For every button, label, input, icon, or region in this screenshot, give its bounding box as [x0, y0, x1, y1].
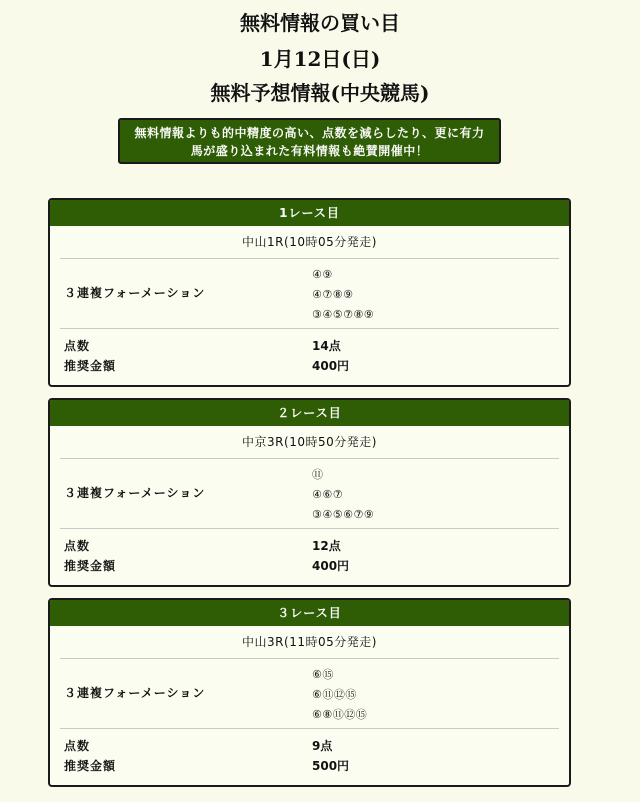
formation-leg-1: ④⑨ — [312, 268, 333, 281]
amount-value: 400円 — [312, 359, 350, 373]
points-value: 12点 — [312, 539, 341, 553]
race-card-header: ３レース目 — [50, 600, 569, 626]
amount-label: 推奨金額 — [64, 359, 117, 373]
formation-leg-3: ③④⑤⑦⑧⑨ — [312, 308, 375, 321]
page-date: 1月12日(日) — [259, 47, 381, 71]
formation-leg-3: ⑥⑧⑪⑫⑮ — [312, 708, 368, 721]
formation-leg-3: ③④⑤⑥⑦⑨ — [312, 508, 375, 521]
formation-leg-1: ⑥⑮ — [312, 668, 334, 681]
formation-leg-2: ④⑦⑧⑨ — [312, 288, 354, 301]
amount-value: 400円 — [312, 559, 350, 573]
summary-rows — [60, 729, 559, 773]
formation-row — [60, 659, 559, 729]
points-value: 14点 — [312, 339, 341, 353]
formation-leg-2: ④⑥⑦ — [312, 488, 344, 501]
promo-banner — [118, 118, 501, 164]
bet-type-label: ３連複フォーメーション — [64, 286, 206, 300]
race-info: 中山1R(10時05分発走) — [60, 226, 559, 259]
race-card-2 — [48, 398, 571, 587]
promo-line-2: 馬が盛り込まれた有料情報も絶賛開催中！ — [190, 144, 429, 158]
bet-type-label: ３連複フォーメーション — [64, 486, 206, 500]
race-card-3 — [48, 598, 571, 787]
summary-rows — [60, 329, 559, 373]
amount-value: 500円 — [312, 759, 350, 773]
summary-rows — [60, 529, 559, 573]
race-info: 中山3R(11時05分発走) — [60, 626, 559, 659]
race-card-header: ２レース目 — [50, 400, 569, 426]
promo-line-1: 無料情報よりも的中精度の高い、点数を減らしたり、更に有力 — [134, 126, 485, 140]
points-value: 9点 — [312, 739, 333, 753]
page-title: 無料情報の買い目 — [240, 11, 400, 35]
points-label: 点数 — [64, 739, 91, 753]
formation-row — [60, 259, 559, 329]
bet-type-label: ３連複フォーメーション — [64, 686, 206, 700]
amount-label: 推奨金額 — [64, 559, 117, 573]
points-label: 点数 — [64, 339, 91, 353]
race-card-1 — [48, 198, 571, 387]
race-card-header: 1レース目 — [50, 200, 569, 226]
race-info: 中京3R(10時50分発走) — [60, 426, 559, 459]
formation-row — [60, 459, 559, 529]
formation-leg-1: ⑪ — [312, 468, 324, 481]
points-label: 点数 — [64, 539, 91, 553]
page-subtitle: 無料予想情報(中央競馬) — [210, 81, 430, 105]
amount-label: 推奨金額 — [64, 759, 117, 773]
formation-leg-2: ⑥⑪⑫⑮ — [312, 688, 357, 701]
